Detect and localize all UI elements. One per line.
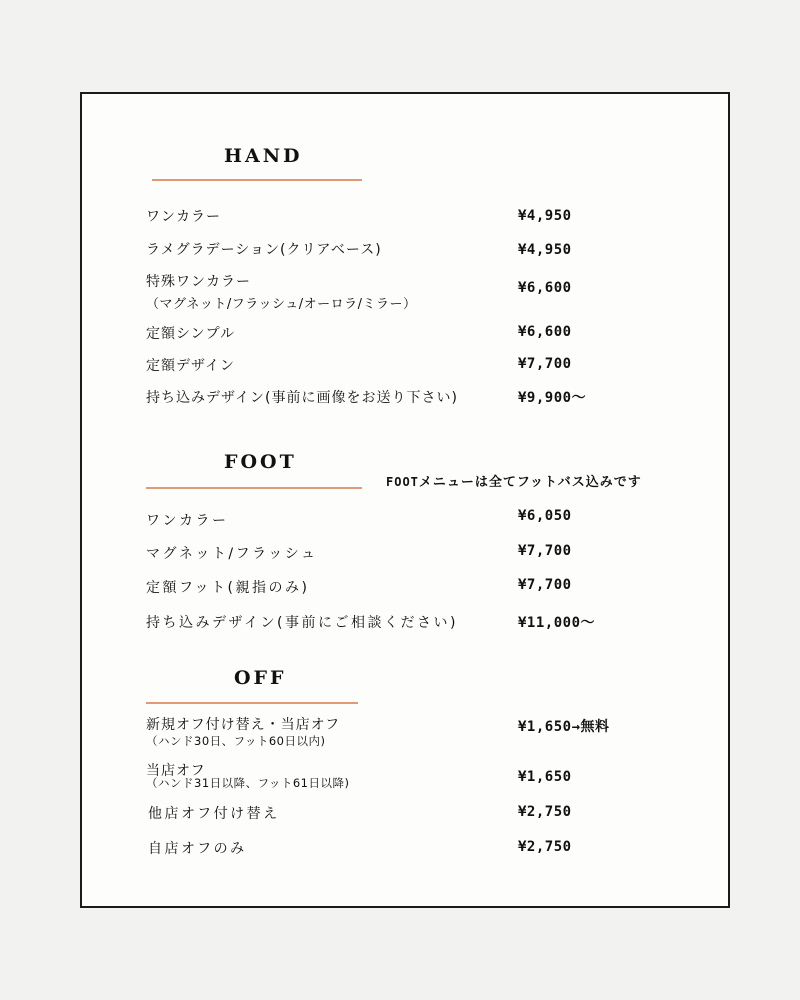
hand-section-title: HAND <box>224 145 303 167</box>
hand-item-name: ラメグラデーション(クリアベース) <box>146 242 382 258</box>
off-item-price: ¥2,750 <box>518 804 572 820</box>
off-item-detail: （ハンド30日、フット60日以内) <box>146 734 326 748</box>
foot-item-price: ¥11,000〜 <box>518 615 596 631</box>
off-item-price: ¥1,650→無料 <box>518 719 610 735</box>
hand-item-detail: （マグネット/フラッシュ/オーロラ/ミラー） <box>146 297 417 312</box>
off-item-price: ¥2,750 <box>518 839 572 855</box>
off-section-rule <box>146 702 358 704</box>
foot-note-prefix: FOOT <box>386 475 419 489</box>
off-item-price: ¥1,650 <box>518 769 572 785</box>
off-item-name: 当店オフ <box>146 763 206 779</box>
foot-item-name: マグネット/フラッシュ <box>146 546 318 562</box>
hand-item-price: ¥4,950 <box>518 242 572 258</box>
off-section-title: OFF <box>234 667 287 689</box>
hand-item-name: 定額デザイン <box>146 358 236 374</box>
foot-section-title: FOOT <box>224 451 297 473</box>
foot-item-name: 定額フット(親指のみ) <box>146 580 310 596</box>
hand-item-name: 持ち込みデザイン(事前に画像をお送り下さい) <box>146 390 458 406</box>
hand-section-rule <box>152 179 362 181</box>
off-item-name: 自店オフのみ <box>148 841 247 857</box>
foot-item-name: 持ち込みデザイン(事前にご相談ください) <box>146 615 458 631</box>
foot-item-price: ¥6,050 <box>518 508 572 524</box>
foot-section-rule <box>146 487 362 489</box>
hand-item-price: ¥7,700 <box>518 356 572 372</box>
foot-item-price: ¥7,700 <box>518 543 572 559</box>
off-item-name: 他店オフ付け替え <box>148 806 280 822</box>
foot-note-text: メニューは全てフットバス込みです <box>418 475 642 490</box>
off-item-name: 新規オフ付け替え・当店オフ <box>146 717 341 733</box>
hand-item-name: 定額シンプル <box>146 326 236 342</box>
hand-item-price: ¥4,950 <box>518 208 572 224</box>
hand-item-name: ワンカラー <box>146 209 221 225</box>
hand-item-name: 特殊ワンカラー <box>146 274 251 290</box>
hand-item-price: ¥6,600 <box>518 280 572 296</box>
foot-note <box>386 471 642 490</box>
off-item-detail: （ハンド31日以降、フット61日以降) <box>146 776 350 790</box>
hand-item-price: ¥9,900〜 <box>518 390 587 406</box>
foot-item-price: ¥7,700 <box>518 577 572 593</box>
hand-item-price: ¥6,600 <box>518 324 572 340</box>
foot-item-name: ワンカラー <box>146 513 229 529</box>
